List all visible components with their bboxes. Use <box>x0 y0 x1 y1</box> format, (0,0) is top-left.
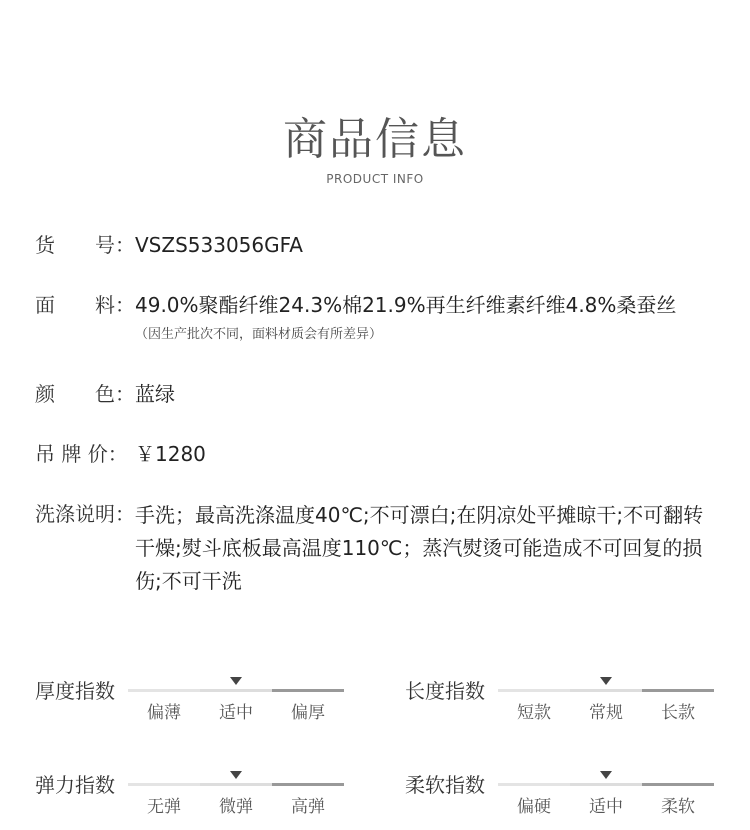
fabric-note: （因生产批次不同，面料材质会有所差异） <box>135 327 383 342</box>
index-option: 柔软 <box>661 797 695 817</box>
elasticity-index-label: 弹力指数 <box>35 773 115 797</box>
index-option: 常规 <box>589 703 623 723</box>
track-segment <box>570 783 642 786</box>
selection-marker-icon <box>230 677 242 685</box>
elasticity-index-track <box>128 783 344 786</box>
track-segment <box>498 689 570 692</box>
color-label: 颜 色： <box>35 382 135 406</box>
price-label: 吊 牌 价： <box>35 442 128 466</box>
index-option: 偏厚 <box>291 703 325 723</box>
selection-marker-icon <box>600 771 612 779</box>
wash-row <box>35 499 725 599</box>
index-option: 无弹 <box>147 797 181 817</box>
thickness-index-track <box>128 689 344 692</box>
page-subtitle: PRODUCT INFO <box>326 172 424 186</box>
thickness-index-label: 厚度指数 <box>35 679 115 703</box>
track-segment <box>272 783 344 786</box>
index-option: 长款 <box>661 703 695 723</box>
index-option: 微弹 <box>219 797 253 817</box>
softness-index-label: 柔软指数 <box>405 773 485 797</box>
fabric-value: 49.0%聚酯纤维24.3%棉21.9%再生纤维素纤维4.8%桑蚕丝 <box>135 293 677 317</box>
track-segment <box>570 689 642 692</box>
thickness-index-options <box>128 701 344 725</box>
sku-value: VSZS533056GFA <box>135 233 303 257</box>
price-row <box>35 439 725 469</box>
fabric-label: 面 料： <box>35 293 135 317</box>
wash-label: 洗涤说明： <box>35 502 135 526</box>
page-title: 商品信息 <box>283 114 467 165</box>
thickness-index <box>35 677 355 723</box>
softness-index-track <box>498 783 714 786</box>
track-segment <box>200 783 272 786</box>
selection-marker-icon <box>600 677 612 685</box>
index-option: 偏薄 <box>147 703 181 723</box>
wash-value: 手洗；最高洗涤温度40℃;不可漂白;在阴凉处平摊晾干;不可翻转干燥;熨斗底板最高温度110℃；蒸汽熨烫可能造成不可回复的损伤;不可干洗 <box>135 503 704 593</box>
track-segment <box>642 783 714 786</box>
index-option: 偏硬 <box>517 797 551 817</box>
elasticity-index <box>35 771 355 817</box>
track-segment <box>272 689 344 692</box>
track-segment <box>128 783 200 786</box>
track-segment <box>200 689 272 692</box>
price-value: ￥1280 <box>135 442 206 466</box>
index-option: 高弹 <box>291 797 325 817</box>
color-row <box>35 379 725 409</box>
selection-marker-icon <box>230 771 242 779</box>
color-value: 蓝绿 <box>135 382 175 406</box>
length-index <box>405 677 725 723</box>
length-index-options <box>498 701 714 725</box>
length-index-track <box>498 689 714 692</box>
fabric-row <box>35 290 725 346</box>
track-segment <box>642 689 714 692</box>
track-segment <box>128 689 200 692</box>
softness-index-options <box>498 795 714 819</box>
index-option: 适中 <box>589 797 623 817</box>
track-segment <box>498 783 570 786</box>
index-option: 适中 <box>219 703 253 723</box>
length-index-label: 长度指数 <box>405 679 485 703</box>
sku-row <box>35 230 725 260</box>
softness-index <box>405 771 725 817</box>
sku-label: 货 号： <box>35 233 135 257</box>
elasticity-index-options <box>128 795 344 819</box>
index-option: 短款 <box>517 703 551 723</box>
